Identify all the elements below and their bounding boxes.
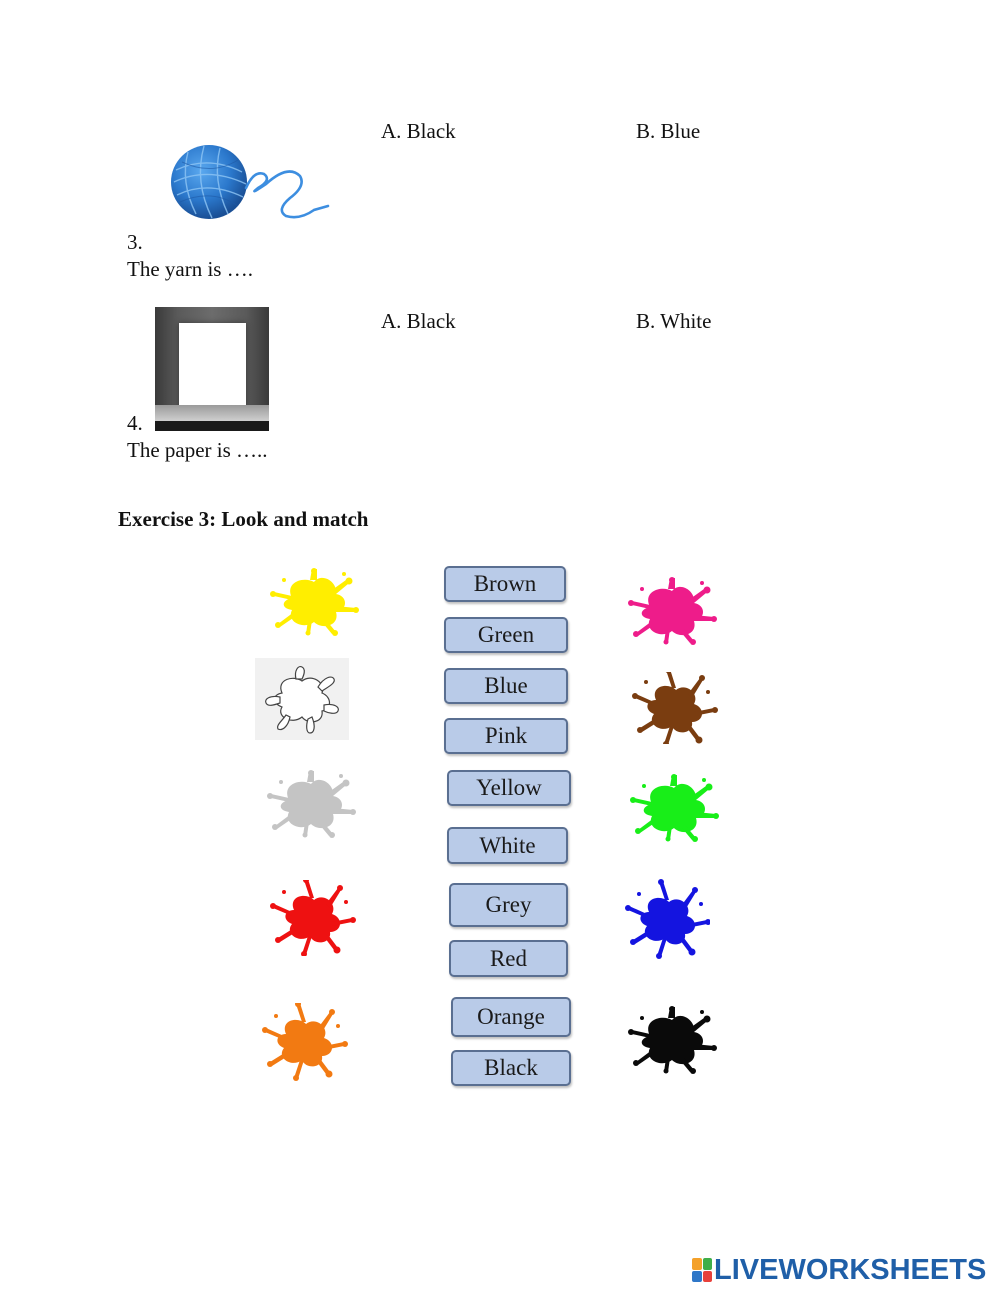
paper-floor	[155, 405, 269, 421]
q3-number: 3.	[127, 230, 143, 254]
q4-option-b: B. White	[636, 309, 712, 333]
paper-image-bar	[155, 421, 269, 431]
liveworksheets-logo	[692, 1255, 986, 1285]
q3-option-a: A. Black	[381, 119, 456, 143]
word-box-pink[interactable]: Pink	[444, 718, 568, 754]
orange-splat-icon	[258, 1003, 350, 1081]
yarn-ball-icon	[168, 140, 340, 224]
q4-number: 4.	[127, 411, 143, 435]
word-box-red[interactable]: Red	[449, 940, 568, 977]
word-box-yellow[interactable]: Yellow	[447, 770, 571, 806]
paper-image	[155, 307, 269, 431]
white-splat-icon	[255, 658, 349, 740]
pink-splat-icon	[624, 576, 720, 646]
logo-text: LIVEWORKSHEETS	[714, 1253, 987, 1286]
black-splat-icon	[624, 1000, 720, 1080]
word-box-blue[interactable]: Blue	[444, 668, 568, 704]
q4-option-a: A. Black	[381, 309, 456, 333]
q3-option-b: B. Blue	[636, 119, 701, 143]
blue-splat-icon	[624, 874, 710, 966]
logo-badge-icon	[692, 1258, 712, 1282]
word-box-brown[interactable]: Brown	[444, 566, 566, 602]
yellow-splat-icon	[266, 568, 362, 636]
word-box-black[interactable]: Black	[451, 1050, 571, 1086]
white-splat-box	[255, 658, 349, 740]
q3-sentence: The yarn is ….	[127, 257, 253, 281]
grey-splat-icon	[264, 768, 358, 840]
exercise-3-title: Exercise 3: Look and match	[118, 507, 369, 531]
red-splat-icon	[266, 880, 358, 956]
q4-sentence: The paper is …..	[127, 438, 268, 462]
word-box-grey[interactable]: Grey	[449, 883, 568, 927]
word-box-white[interactable]: White	[447, 827, 568, 864]
green-splat-icon	[628, 774, 720, 842]
word-box-orange[interactable]: Orange	[451, 997, 571, 1037]
brown-splat-icon	[626, 672, 722, 744]
word-box-green[interactable]: Green	[444, 617, 568, 653]
paper-sheet	[179, 323, 246, 415]
